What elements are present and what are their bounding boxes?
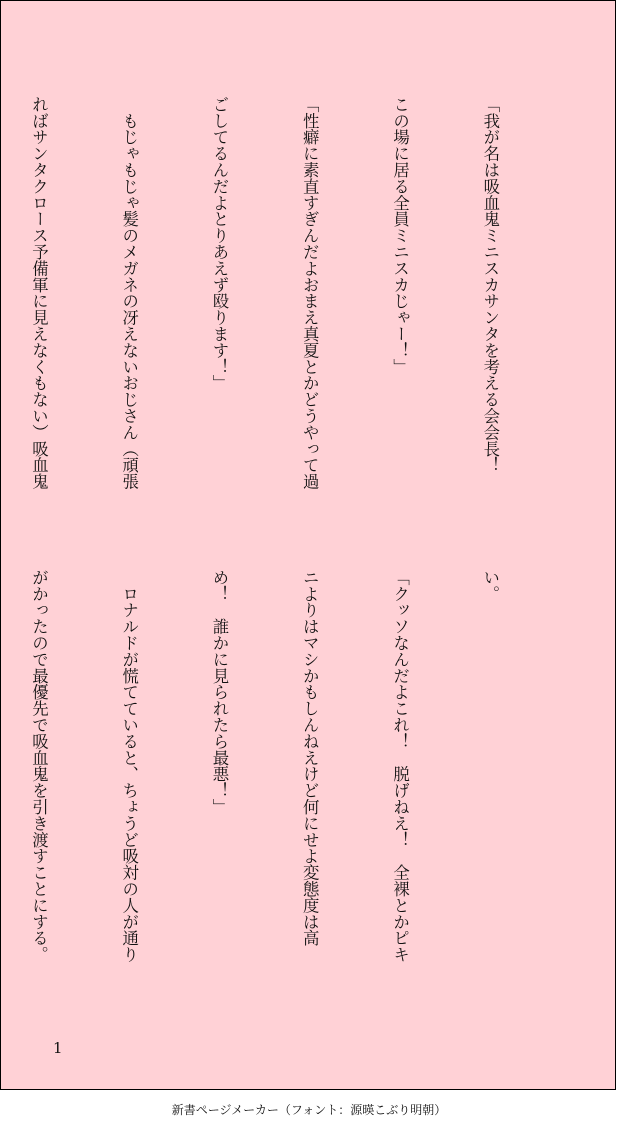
- text-line: もじゃもじゃ髪のメガネの冴えないおじさん（頑張: [119, 96, 139, 490]
- text-line: 「性癖に素直すぎんだよおまえ真夏とかどうやって過: [300, 96, 320, 490]
- text-line: がかったので最優先で吸血鬼を引き渡すことにする。: [29, 569, 49, 963]
- upper-text-block: [29, 96, 565, 531]
- footer-caption: 新書ページメーカー（フォント：源暎こぶり明朝）: [171, 1103, 447, 1117]
- text-line: 「クッソなんだよこれ！ 脱げねえ！ 全裸とかピキ: [390, 569, 410, 963]
- text-line: い。: [480, 569, 500, 602]
- text-line: この場に居る全員ミニスカじゃー！」: [390, 96, 410, 375]
- text-line: ニよりはマシかもしんねえけど何にせよ変態度は高: [300, 569, 320, 947]
- text-line: ればサンタクロース予備軍に見えなくもない）吸血鬼: [29, 96, 49, 490]
- page-number: 1: [53, 1039, 63, 1057]
- lower-text-block: [29, 569, 565, 999]
- text-line: め！ 誰かに見られたら最悪！」: [209, 569, 229, 815]
- text-line: ロナルドが慌てていると、ちょうど吸対の人が通り: [119, 569, 139, 963]
- text-line: 「我が名は吸血鬼ミニスカサンタを考える会会長！: [480, 96, 500, 474]
- text-line: ごしてるんだよとりあえず殴ります！」: [209, 96, 229, 392]
